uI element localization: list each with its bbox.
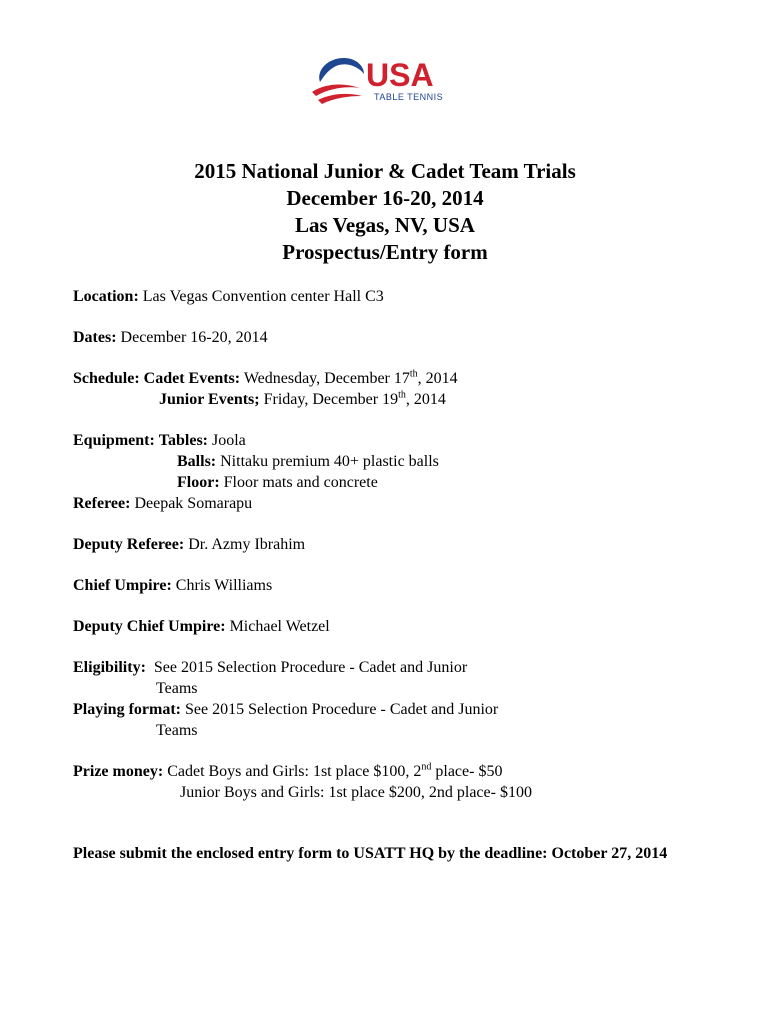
deputy-referee-line xyxy=(73,534,713,555)
usa-table-tennis-logo xyxy=(306,52,466,108)
playing-format-continuation: Teams xyxy=(156,722,198,739)
chief-umpire-label: Chief Umpire: xyxy=(73,577,172,594)
title-line-event: 2015 National Junior & Cadet Team Trials xyxy=(194,159,576,183)
prospectus-body xyxy=(73,286,713,864)
dates-value: December 16-20, 2014 xyxy=(120,329,268,346)
document-title xyxy=(0,158,770,266)
eligibility-continuation: Teams xyxy=(156,680,198,697)
equipment-label: Equipment: xyxy=(73,432,155,449)
junior-events-label: Junior Events; xyxy=(159,391,260,408)
schedule-label: Schedule: xyxy=(73,370,140,387)
location-value: Las Vegas Convention center Hall C3 xyxy=(142,288,384,305)
logo-graphic xyxy=(306,52,466,108)
title-line-location: Las Vegas, NV, USA xyxy=(295,213,475,237)
equipment-line-balls xyxy=(73,451,713,472)
location-label: Location: xyxy=(73,288,139,305)
dates-line xyxy=(73,327,713,348)
referee-label: Referee: xyxy=(73,495,131,512)
floor-value: Floor mats and concrete xyxy=(223,474,378,491)
floor-label: Floor: xyxy=(177,474,220,491)
title-line-dates: December 16-20, 2014 xyxy=(286,186,484,210)
tables-value: Joola xyxy=(212,432,246,449)
deputy-referee-value: Dr. Azmy Ibrahim xyxy=(188,536,306,553)
location-line xyxy=(73,286,713,307)
eligibility-value: See 2015 Selection Procedure - Cadet and Junior xyxy=(153,659,468,676)
deputy-chief-umpire-line xyxy=(73,616,713,637)
playing-format-value: See 2015 Selection Procedure - Cadet and Junior xyxy=(184,701,499,718)
junior-events-date: Friday, December 19th, 2014 xyxy=(263,389,446,408)
prize-money-label: Prize money: xyxy=(73,763,164,780)
balls-value: Nittaku premium 40+ plastic balls xyxy=(220,453,439,470)
title-line-form: Prospectus/Entry form xyxy=(282,240,488,264)
equipment-line-floor xyxy=(73,472,713,493)
schedule-line-cadet xyxy=(73,368,713,389)
playing-format-label: Playing format: xyxy=(73,701,181,718)
cadet-prize-value: Cadet Boys and Girls: 1st place $100, 2nd place- $50 xyxy=(167,761,503,780)
svg-text:TABLE TENNIS: TABLE TENNIS xyxy=(374,92,444,102)
referee-line xyxy=(73,493,713,514)
chief-umpire-value: Chris Williams xyxy=(175,577,273,594)
prize-money-line-junior: Junior Boys and Girls: 1st place $200, 2nd place- $100 xyxy=(180,784,532,801)
deadline-notice: Please submit the enclosed entry form to USATT HQ by the deadline: October 27, 2014 xyxy=(73,845,668,862)
referee-value: Deepak Somarapu xyxy=(134,495,253,512)
svg-text:USA: USA xyxy=(366,57,434,93)
prize-money-line-cadet xyxy=(73,761,713,782)
eligibility-label: Eligibility: xyxy=(73,659,146,676)
chief-umpire-line xyxy=(73,575,713,596)
deputy-chief-umpire-label: Deputy Chief Umpire: xyxy=(73,618,226,635)
equipment-line-tables xyxy=(73,430,713,451)
playing-format-line xyxy=(73,699,713,720)
deputy-referee-label: Deputy Referee: xyxy=(73,536,185,553)
tables-label: Tables: xyxy=(158,432,208,449)
cadet-events-label: Cadet Events: xyxy=(143,370,241,387)
dates-label: Dates: xyxy=(73,329,117,346)
deputy-chief-umpire-value: Michael Wetzel xyxy=(229,618,330,635)
balls-label: Balls: xyxy=(177,453,217,470)
cadet-events-date: Wednesday, December 17th, 2014 xyxy=(243,368,458,387)
schedule-line-junior xyxy=(73,389,713,410)
eligibility-line xyxy=(73,657,713,678)
